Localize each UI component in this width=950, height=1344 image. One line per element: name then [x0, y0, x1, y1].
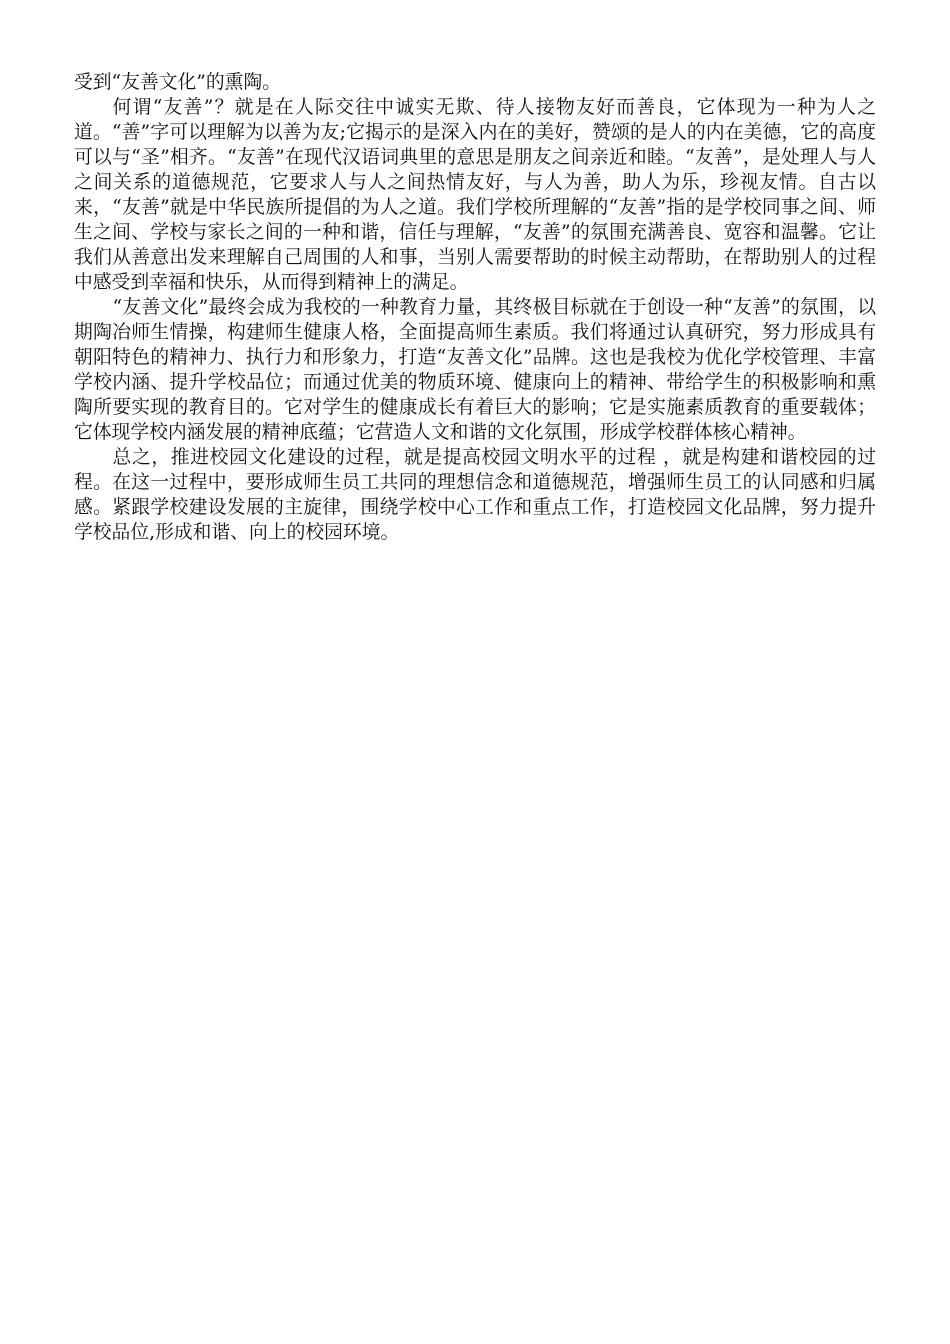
- document-page: [74, 70, 876, 545]
- paragraph-friendliness-culture-goal: “友善文化”最终会成为我校的一种教育力量，其终极目标就在于创设一种“友善”的氛围，以期陶冶师生情操，构建师生健康人格，全面提高师生素质。我们将通过认真研究，努力形成具有朝阳特色的精神力、执行力和形象力，打造“友善文化”品牌。这也是我校为优化学校管理、丰富学校内涵、提升学校品位；而通过优美的物质环境、健康向上的精神、带给学生的积极影响和熏陶所要实现的教育目的。它对学生的健康成长有着巨大的影响；它是实施素质教育的重要载体；它体现学校内涵发展的精神底蕴；它营造人文和谐的文化氛围，形成学校群体核心精神。: [74, 297, 876, 443]
- paragraph-conclusion: 总之，推进校园文化建设的过程，就是提高校园文明水平的过程 ，就是构建和谐校园的过程。在这一过程中，要形成师生员工共同的理想信念和道德规范，增强师生员工的认同感和归属感。紧跟学校建设发展的主旋律，围绕学校中心工作和重点工作，打造校园文化品牌，努力提升学校品位,形成和谐、向上的校园环境。: [74, 447, 876, 543]
- paragraph-definition-of-friendliness: 何谓“友善”？就是在人际交往中诚实无欺、待人接物友好而善良，它体现为一种为人之道。“善”字可以理解为以善为友;它揭示的是深入内在的美好，赞颂的是人的内在美德，它的高度可以与“圣”相齐。“友善”在现代汉语词典里的意思是朋友之间亲近和睦。“友善”，是处理人与人之间关系的道德规范，它要求人与人之间热情友好，与人为善，助人为乐，珍视友情。自古以来，“友善”就是中华民族所提倡的为人之道。我们学校所理解的“友善”指的是学校同事之间、师生之间、学校与家长之间的一种和谐，信任与理解，“友善”的氛围充满善良、宽容和温馨。它让我们从善意出发来理解自己周围的人和事，当别人需要帮助的时候主动帮助，在帮助别人的过程中感受到幸福和快乐，从而得到精神上的满足。: [74, 97, 876, 293]
- paragraph-continuation: 受到“友善文化”的熏陶。: [74, 72, 282, 93]
